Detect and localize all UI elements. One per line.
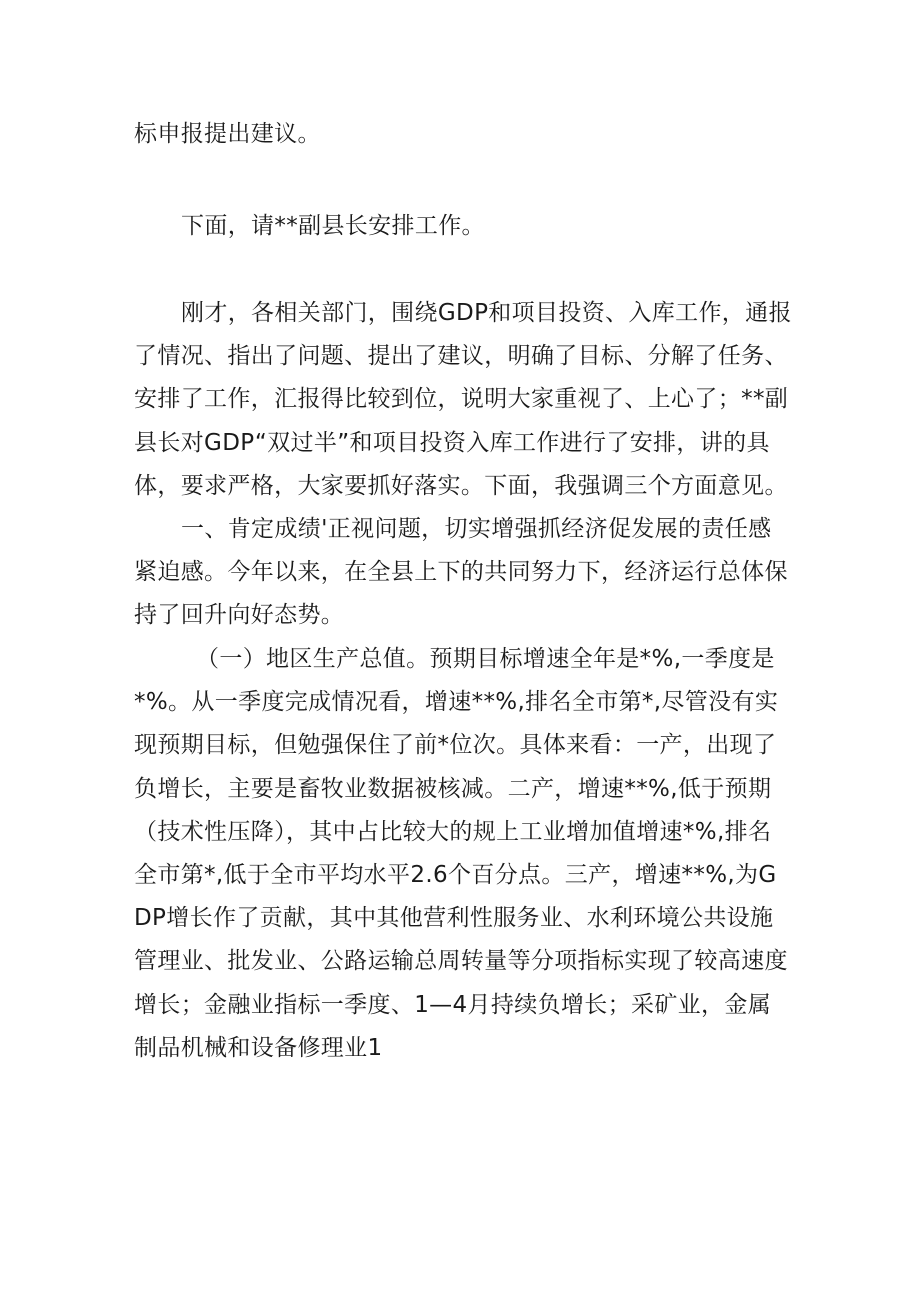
- paragraph-arrange-work: 下面，请**副县长安排工作。: [181, 213, 485, 239]
- paragraph-section-one-heading: 一、肯定成绩'正视问题，切实增强抓经济促发展的责任感紧迫感。今年以来，在全县上下的共同努力下，经济运行总体保持了回升向好态势。: [134, 516, 788, 629]
- paragraph-department-reports: 刚才，各相关部门，围绕GDP和项目投资、入库工作，通报了情况、指出了问题、提出了建议，明确了目标、分解了任务、安排了工作，汇报得比较到位，说明大家重视了、上心了；**副县长对GDP“双过半”和项目投资入库工作进行了安排，讲的具体，要求严格，大家要抓好落实。下面，我强调三个方面意见。: [134, 300, 792, 499]
- paragraph-proposal-ending: 标申报提出建议。: [134, 121, 321, 147]
- paragraph-gdp-details: （一）地区生产总值。预期目标增速全年是*%,一季度是*%。从一季度完成情况看，增速**%,排名全市第*,尽管没有实现预期目标，但勉强保住了前*位次。具体来看：一产，出现了负增长，主要是畜牧业数据被核减。二产，增速**%,低于预期（技术性压降），其中占比较大的规上工业增加值增速*%,排名全市第*,低于全市平均水平2.6个百分点。三产，增速**%,为GDP增长作了贡献，其中其他营利性服务业、水利环境公共设施管理业、批发业、公路运输总周转量等分项指标实现了较高速度增长；金融业指标一季度、1—4月持续负增长；采矿业，金属制品机械和设备修理业1: [134, 646, 788, 1061]
